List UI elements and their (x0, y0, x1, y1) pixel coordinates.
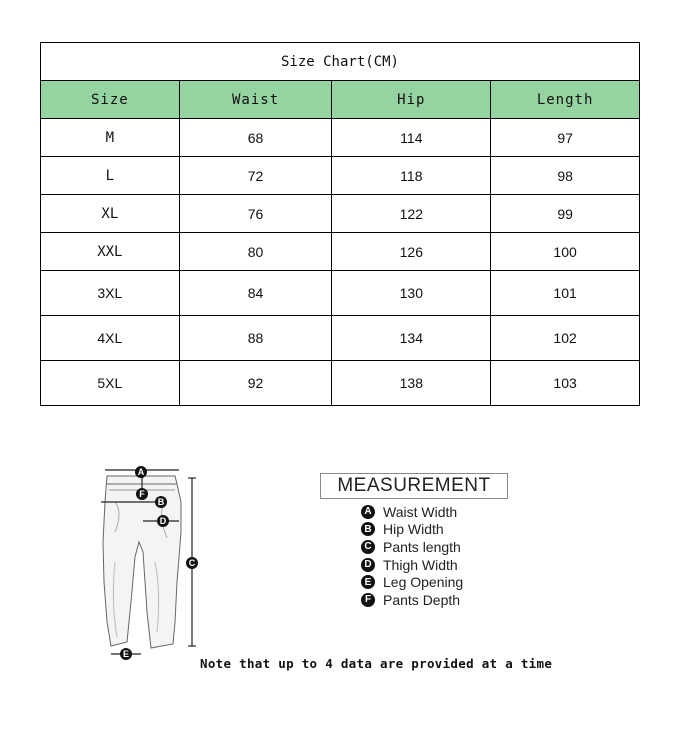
table-row (41, 316, 640, 361)
size-cell: 5XL (41, 361, 180, 406)
letter-e-icon: E (361, 575, 375, 589)
size-cell: M (41, 119, 180, 157)
hip-cell: 122 (332, 195, 491, 233)
waist-cell: 84 (179, 271, 332, 316)
table-row (41, 157, 640, 195)
length-cell: 101 (491, 271, 640, 316)
legend-label: Pants length (383, 538, 461, 555)
letter-f-icon: F (361, 593, 375, 607)
waist-cell: 88 (179, 316, 332, 361)
length-cell: 97 (491, 119, 640, 157)
legend-item-thigh-width (361, 556, 463, 574)
size-chart-title: Size Chart(CM) (41, 43, 640, 81)
legend-label: Thigh Width (383, 556, 458, 573)
waist-cell: 92 (179, 361, 332, 406)
legend-label: Hip Width (383, 521, 444, 538)
marker-e: E (122, 649, 130, 659)
legend-item-waist-width (361, 503, 463, 521)
legend-item-hip-width (361, 521, 463, 539)
hip-cell: 118 (332, 157, 491, 195)
waist-cell: 68 (179, 119, 332, 157)
measurement-legend (361, 503, 463, 609)
length-cell: 98 (491, 157, 640, 195)
table-row (41, 361, 640, 406)
letter-c-icon: C (361, 540, 375, 554)
size-cell: L (41, 157, 180, 195)
size-cell: XXL (41, 233, 180, 271)
length-cell: 103 (491, 361, 640, 406)
marker-a: A (137, 467, 145, 477)
table-row (41, 271, 640, 316)
marker-c: C (188, 558, 196, 568)
legend-item-pants-length (361, 538, 463, 556)
waist-cell: 76 (179, 195, 332, 233)
hip-cell: 130 (332, 271, 491, 316)
size-chart-table (40, 42, 640, 406)
legend-item-leg-opening (361, 573, 463, 591)
marker-b: B (157, 497, 165, 507)
pants-sketch-icon (95, 462, 215, 662)
size-cell: 4XL (41, 316, 180, 361)
size-cell: XL (41, 195, 180, 233)
column-header-size: Size (41, 81, 180, 119)
table-row (41, 195, 640, 233)
waist-cell: 72 (179, 157, 332, 195)
letter-a-icon: A (361, 505, 375, 519)
column-header-waist: Waist (179, 81, 332, 119)
hip-cell: 138 (332, 361, 491, 406)
marker-f: F (139, 489, 145, 499)
column-header-hip: Hip (332, 81, 491, 119)
size-cell: 3XL (41, 271, 180, 316)
column-header-length: Length (491, 81, 640, 119)
letter-d-icon: D (361, 558, 375, 572)
hip-cell: 134 (332, 316, 491, 361)
data-note: Note that up to 4 data are provided at a time (200, 656, 553, 671)
hip-cell: 126 (332, 233, 491, 271)
letter-b-icon: B (361, 522, 375, 536)
legend-label: Waist Width (383, 503, 458, 520)
measurement-title: MEASUREMENT (320, 473, 508, 499)
marker-d: D (159, 516, 167, 526)
length-cell: 100 (491, 233, 640, 271)
legend-label: Leg Opening (383, 574, 464, 591)
length-cell: 99 (491, 195, 640, 233)
table-row (41, 119, 640, 157)
legend-label: Pants Depth (383, 591, 461, 608)
legend-item-pants-depth (361, 591, 463, 609)
waist-cell: 80 (179, 233, 332, 271)
table-row (41, 233, 640, 271)
hip-cell: 114 (332, 119, 491, 157)
length-cell: 102 (491, 316, 640, 361)
pants-diagram (95, 462, 215, 662)
